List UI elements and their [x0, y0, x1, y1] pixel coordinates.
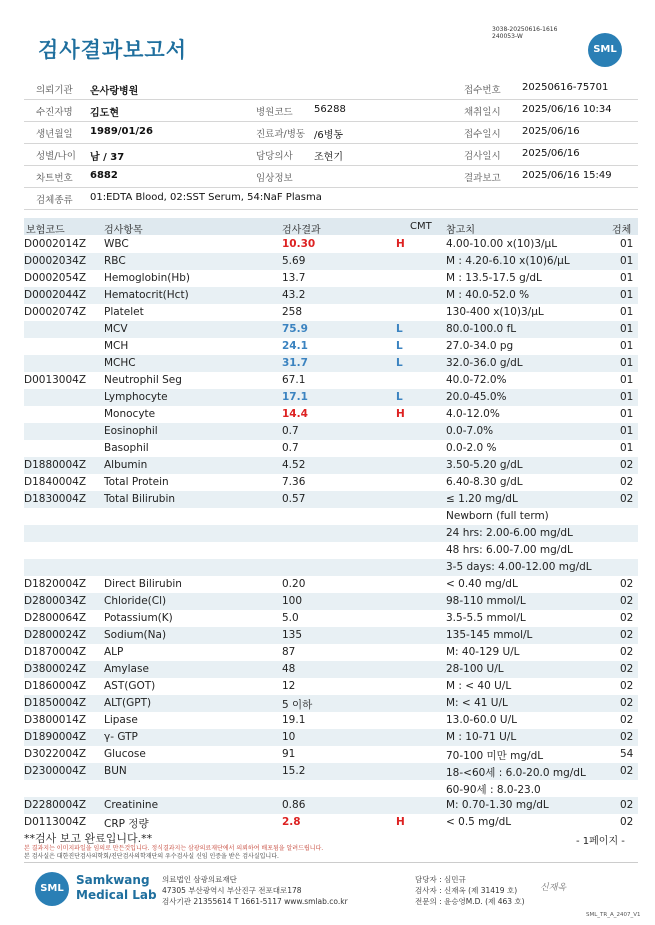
cell-flag: H — [396, 816, 405, 828]
doctor-value: 조현기 — [314, 152, 343, 163]
cell-code: D1850004Z — [24, 697, 87, 709]
cell-specimen: 02 — [620, 493, 634, 505]
cell-specimen: 01 — [620, 340, 634, 352]
collect-label: 채취일시 — [464, 107, 501, 118]
header-ref: 참고치 — [446, 225, 475, 236]
cell-name: MCH — [104, 340, 129, 352]
notice-1: 본 결과지는 이미지파일을 임의로 만든것입니다. 정식결과지는 삼광의료재단에서 의뢰하여 배포됨을 알려드립니다. — [24, 845, 324, 852]
cell-reference: 27.0-34.0 pg — [446, 340, 514, 352]
cell-specimen: 02 — [620, 680, 634, 692]
cell-reference: 3-5 days: 4.00-12.00 mg/dL — [446, 561, 592, 573]
cell-result: 5.69 — [282, 255, 306, 267]
patient-value: 김도현 — [90, 108, 119, 119]
header-name: 검사항목 — [104, 225, 143, 236]
header-result: 검사결과 — [282, 225, 321, 236]
cell-result: 2.8 — [282, 816, 301, 828]
cell-name: Chloride(Cl) — [104, 595, 167, 607]
cell-code: D2280004Z — [24, 799, 87, 811]
document-id — [492, 26, 557, 40]
cell-reference: 98-110 mmol/L — [446, 595, 526, 607]
staff-info — [415, 874, 525, 907]
cell-specimen: 54 — [620, 748, 634, 760]
birth-value: 1989/01/26 — [90, 126, 153, 137]
cell-specimen: 01 — [620, 238, 634, 250]
cell-specimen: 01 — [620, 289, 634, 301]
cell-reference: 4.0-12.0% — [446, 408, 500, 420]
specimen-label: 검체종류 — [36, 195, 73, 206]
table-row — [24, 525, 638, 542]
cell-specimen: 01 — [620, 391, 634, 403]
cell-reference: 3.50-5.20 g/dL — [446, 459, 523, 471]
cell-name: Creatinine — [104, 799, 159, 811]
header-cmt: CMT — [410, 221, 432, 232]
cell-flag: L — [396, 391, 403, 403]
cell-name: MCV — [104, 323, 128, 335]
cell-result: 0.7 — [282, 442, 299, 454]
cell-result: 43.2 — [282, 289, 306, 301]
cell-specimen: 02 — [620, 714, 634, 726]
cell-name: Neutrophil Seg — [104, 374, 182, 386]
cell-specimen: 02 — [620, 595, 634, 607]
cell-specimen: 02 — [620, 765, 634, 777]
cell-reference: 24 hrs: 2.00-6.00 mg/dL — [446, 527, 573, 539]
header-code: 보험코드 — [26, 225, 65, 236]
cell-reference: M : < 40 U/L — [446, 680, 512, 692]
cell-specimen: 02 — [620, 476, 634, 488]
report-value: 2025/06/16 15:49 — [522, 170, 612, 181]
cell-code: D3022004Z — [24, 748, 87, 760]
cell-result: 67.1 — [282, 374, 306, 386]
cell-result: 100 — [282, 595, 303, 607]
cell-name: MCHC — [104, 357, 136, 369]
table-row — [24, 508, 638, 525]
cell-specimen: 02 — [620, 799, 634, 811]
signature: 신재옥 — [540, 883, 567, 893]
table-row — [24, 576, 638, 593]
cell-reference: 70-100 미만 mg/dL — [446, 750, 544, 762]
cell-reference: M : 10-71 U/L — [446, 731, 517, 743]
table-row — [24, 236, 638, 253]
cell-specimen: 02 — [620, 646, 634, 658]
cell-result: 4.52 — [282, 459, 306, 471]
cell-name: Glucose — [104, 748, 146, 760]
collect-value: 2025/06/16 10:34 — [522, 104, 612, 115]
cell-reference: M: < 41 U/L — [446, 697, 508, 709]
cell-code: D1860004Z — [24, 680, 87, 692]
org-address: 47305 부산광역시 부산진구 전포대로178 — [162, 886, 302, 895]
cell-code: D3800024Z — [24, 663, 87, 675]
hospital-code-label: 병원코드 — [256, 107, 293, 118]
cell-name: Total Protein — [104, 476, 169, 488]
dept-label: 진료과/병동 — [256, 129, 306, 140]
table-row — [24, 457, 638, 474]
cell-name: CRP 정량 — [104, 818, 149, 830]
cell-name: ALT(GPT) — [104, 697, 152, 709]
patient-label: 수진자명 — [36, 107, 73, 118]
clinical-label: 임상정보 — [256, 173, 293, 184]
cell-code: D2300004Z — [24, 765, 87, 777]
cell-result: 10 — [282, 731, 296, 743]
cell-reference: M : 4.20-6.10 x(10)6/μL — [446, 255, 570, 267]
cell-name: WBC — [104, 238, 129, 250]
cell-code: D1830004Z — [24, 493, 87, 505]
cell-flag: H — [396, 408, 405, 420]
cell-result: 91 — [282, 748, 296, 760]
cell-name: Platelet — [104, 306, 144, 318]
table-row — [24, 644, 638, 661]
cell-code: D2800034Z — [24, 595, 87, 607]
staff-2: 검사자 : 신재옥 (제 31419 호) — [415, 886, 518, 895]
cell-result: 12 — [282, 680, 296, 692]
cell-specimen: 02 — [620, 629, 634, 641]
test-date-value: 2025/06/16 — [522, 148, 580, 159]
specimen-value: 01:EDTA Blood, 02:SST Serum, 54:NaF Plasma — [90, 192, 322, 203]
cell-flag: L — [396, 340, 403, 352]
cell-result: 0.57 — [282, 493, 306, 505]
cell-reference: M : 13.5-17.5 g/dL — [446, 272, 542, 284]
cell-result: 0.7 — [282, 425, 299, 437]
cell-flag: L — [396, 323, 403, 335]
cell-name: Lymphocyte — [104, 391, 168, 403]
cell-name: RBC — [104, 255, 126, 267]
table-row — [24, 746, 638, 763]
header-specimen: 검체 — [612, 225, 632, 236]
chart-label: 차트번호 — [36, 173, 73, 184]
organization-info — [162, 874, 348, 907]
table-row — [24, 542, 638, 559]
cell-specimen: 02 — [620, 731, 634, 743]
staff-3: 전문의 : 윤승영M.D. (제 463 호) — [415, 897, 525, 906]
page-title: 검사결과보고서 — [38, 38, 188, 62]
cell-reference: 60-90세 : 8.0-23.0 — [446, 784, 541, 796]
cell-code: D1880004Z — [24, 459, 87, 471]
results-table — [24, 236, 638, 831]
cell-result: 135 — [282, 629, 303, 641]
cell-reference: ≤ 1.20 mg/dL — [446, 493, 518, 505]
cell-result: 87 — [282, 646, 296, 658]
cell-specimen: 02 — [620, 459, 634, 471]
table-row — [24, 491, 638, 508]
sex-age-value: 남 / 37 — [90, 152, 125, 163]
cell-specimen: 01 — [620, 442, 634, 454]
received-label: 접수일시 — [464, 129, 501, 140]
cell-specimen: 01 — [620, 357, 634, 369]
table-row — [24, 338, 638, 355]
cell-name: Eosinophil — [104, 425, 158, 437]
cell-specimen: 01 — [620, 323, 634, 335]
cell-result: 19.1 — [282, 714, 306, 726]
table-row — [24, 814, 638, 831]
table-row — [24, 729, 638, 746]
cell-code: D0002074Z — [24, 306, 87, 318]
table-row — [24, 712, 638, 729]
cell-result: 14.4 — [282, 408, 308, 420]
table-row — [24, 763, 638, 780]
cell-name: Total Bilirubin — [104, 493, 176, 505]
table-row — [24, 321, 638, 338]
cell-specimen: 01 — [620, 306, 634, 318]
sml-footer-logo-icon: SML — [35, 872, 69, 906]
org-contact: 검사기관 21355614 T 1661-5117 www.smlab.co.kr — [162, 897, 348, 906]
cell-specimen: 02 — [620, 663, 634, 675]
cell-name: AST(GOT) — [104, 680, 156, 692]
cell-code: D0002014Z — [24, 238, 87, 250]
sex-age-label: 성별/나이 — [36, 151, 76, 162]
cell-reference: 4.00-10.00 x(10)3/μL — [446, 238, 558, 250]
cell-name: ALP — [104, 646, 124, 658]
table-row — [24, 474, 638, 491]
org-name: 의료법인 삼광의료재단 — [162, 875, 237, 884]
cell-reference: 20.0-45.0% — [446, 391, 507, 403]
hospital-value: 온사랑병원 — [90, 86, 139, 97]
cell-name: Albumin — [104, 459, 148, 471]
brand-line1: Samkwang — [76, 873, 150, 887]
brand-name — [76, 873, 157, 903]
cell-name: Monocyte — [104, 408, 156, 420]
cell-reference: 80.0-100.0 fL — [446, 323, 517, 335]
table-row — [24, 270, 638, 287]
cell-name: Direct Bilirubin — [104, 578, 182, 590]
receipt-no-label: 접수번호 — [464, 85, 501, 96]
sml-logo-icon: SML — [588, 33, 622, 67]
cell-code: D2800064Z — [24, 612, 87, 624]
page-number: - 1페이지 - — [576, 836, 625, 847]
report-label: 결과보고 — [464, 173, 501, 184]
cell-specimen: 01 — [620, 255, 634, 267]
table-row — [24, 797, 638, 814]
brand-line2: Medical Lab — [76, 888, 157, 902]
cell-code: D0002044Z — [24, 289, 87, 301]
cell-result: 5.0 — [282, 612, 299, 624]
hospital-label: 의뢰기관 — [36, 85, 73, 96]
cell-code: D1870004Z — [24, 646, 87, 658]
cell-flag: H — [396, 238, 405, 250]
table-row — [24, 593, 638, 610]
cell-reference: 0.0-2.0 % — [446, 442, 497, 454]
cell-code: D2800024Z — [24, 629, 87, 641]
table-row — [24, 423, 638, 440]
cell-name: Hemoglobin(Hb) — [104, 272, 191, 284]
table-row — [24, 253, 638, 270]
form-version: SML_TR_A_2407_V1 — [586, 912, 641, 918]
cell-flag: L — [396, 357, 403, 369]
doctor-label: 담당의사 — [256, 151, 293, 162]
table-row — [24, 627, 638, 644]
cell-result: 10.30 — [282, 238, 316, 250]
cell-code: D1820004Z — [24, 578, 87, 590]
cell-code: D0013004Z — [24, 374, 87, 386]
cell-result: 48 — [282, 663, 296, 675]
cell-result: 7.36 — [282, 476, 306, 488]
cell-specimen: 01 — [620, 272, 634, 284]
cell-specimen: 02 — [620, 578, 634, 590]
cell-name: BUN — [104, 765, 127, 777]
cell-specimen: 02 — [620, 816, 634, 828]
cell-code: D3800014Z — [24, 714, 87, 726]
cell-reference: < 0.40 mg/dL — [446, 578, 518, 590]
cell-result: 5 이하 — [282, 699, 313, 711]
cell-reference: 130-400 x(10)3/μL — [446, 306, 544, 318]
cell-result: 15.2 — [282, 765, 306, 777]
cell-specimen: 02 — [620, 612, 634, 624]
cell-result: 31.7 — [282, 357, 308, 369]
table-row — [24, 610, 638, 627]
cell-result: 0.86 — [282, 799, 306, 811]
results-table-header — [24, 218, 638, 235]
cell-reference: 32.0-36.0 g/dL — [446, 357, 523, 369]
cell-result: 0.20 — [282, 578, 306, 590]
receipt-no-value: 20250616-75701 — [522, 82, 609, 93]
cell-result: 258 — [282, 306, 303, 318]
staff-1: 담당자 : 심민규 — [415, 875, 466, 884]
dept-value: /6병동 — [314, 130, 344, 141]
table-row — [24, 389, 638, 406]
received-value: 2025/06/16 — [522, 126, 580, 137]
table-row — [24, 287, 638, 304]
table-row — [24, 406, 638, 423]
cell-code: D0113004Z — [24, 816, 87, 828]
cell-name: Hematocrit(Hct) — [104, 289, 189, 301]
cell-name: Amylase — [104, 663, 149, 675]
report-complete: **검사 보고 완료입니다.** — [24, 832, 153, 845]
cell-reference: 6.40-8.30 g/dL — [446, 476, 523, 488]
table-row — [24, 780, 638, 797]
cell-reference: 28-100 U/L — [446, 663, 504, 675]
cell-name: Sodium(Na) — [104, 629, 167, 641]
cell-reference: 135-145 mmol/L — [446, 629, 533, 641]
cell-name: Basophil — [104, 442, 149, 454]
cell-result: 13.7 — [282, 272, 306, 284]
document-id-line2: 240053-W — [492, 33, 523, 40]
cell-code: D1890004Z — [24, 731, 87, 743]
table-row — [24, 559, 638, 576]
cell-reference: 48 hrs: 6.00-7.00 mg/dL — [446, 544, 573, 556]
cell-specimen: 01 — [620, 374, 634, 386]
cell-reference: 3.5-5.5 mmol/L — [446, 612, 526, 624]
cell-reference: M: 0.70-1.30 mg/dL — [446, 799, 549, 811]
cell-specimen: 01 — [620, 408, 634, 420]
test-date-label: 검사일시 — [464, 151, 501, 162]
cell-result: 24.1 — [282, 340, 308, 352]
notice-2: 본 검사실은 대한진단검사의학회/진단검사의학재단의 우수검사실 신임 인증을 받은 검사실입니다. — [24, 853, 279, 860]
table-row — [24, 661, 638, 678]
footer-divider — [24, 862, 638, 863]
birth-label: 생년월일 — [36, 129, 73, 140]
cell-reference: < 0.5 mg/dL — [446, 816, 512, 828]
cell-name: Potassium(K) — [104, 612, 173, 624]
cell-reference: 0.0-7.0% — [446, 425, 494, 437]
patient-info — [24, 78, 638, 210]
table-row — [24, 440, 638, 457]
cell-result: 17.1 — [282, 391, 308, 403]
cell-name: γ- GTP — [104, 731, 138, 743]
cell-code: D0002034Z — [24, 255, 87, 267]
table-row — [24, 678, 638, 695]
cell-reference: 18-<60세 : 6.0-20.0 mg/dL — [446, 767, 586, 779]
cell-code: D0002054Z — [24, 272, 87, 284]
cell-code: D1840004Z — [24, 476, 87, 488]
cell-specimen: 02 — [620, 697, 634, 709]
hospital-code-value: 56288 — [314, 104, 346, 115]
chart-value: 6882 — [90, 170, 118, 181]
document-id-line1: 3038-20250616-1616 — [492, 26, 558, 33]
table-row — [24, 695, 638, 712]
table-row — [24, 372, 638, 389]
table-row — [24, 355, 638, 372]
cell-name: Lipase — [104, 714, 138, 726]
cell-reference: Newborn (full term) — [446, 510, 549, 522]
cell-reference: M: 40-129 U/L — [446, 646, 520, 658]
cell-result: 75.9 — [282, 323, 308, 335]
cell-reference: M : 40.0-52.0 % — [446, 289, 530, 301]
table-row — [24, 304, 638, 321]
cell-reference: 40.0-72.0% — [446, 374, 507, 386]
cell-specimen: 01 — [620, 425, 634, 437]
cell-reference: 13.0-60.0 U/L — [446, 714, 517, 726]
